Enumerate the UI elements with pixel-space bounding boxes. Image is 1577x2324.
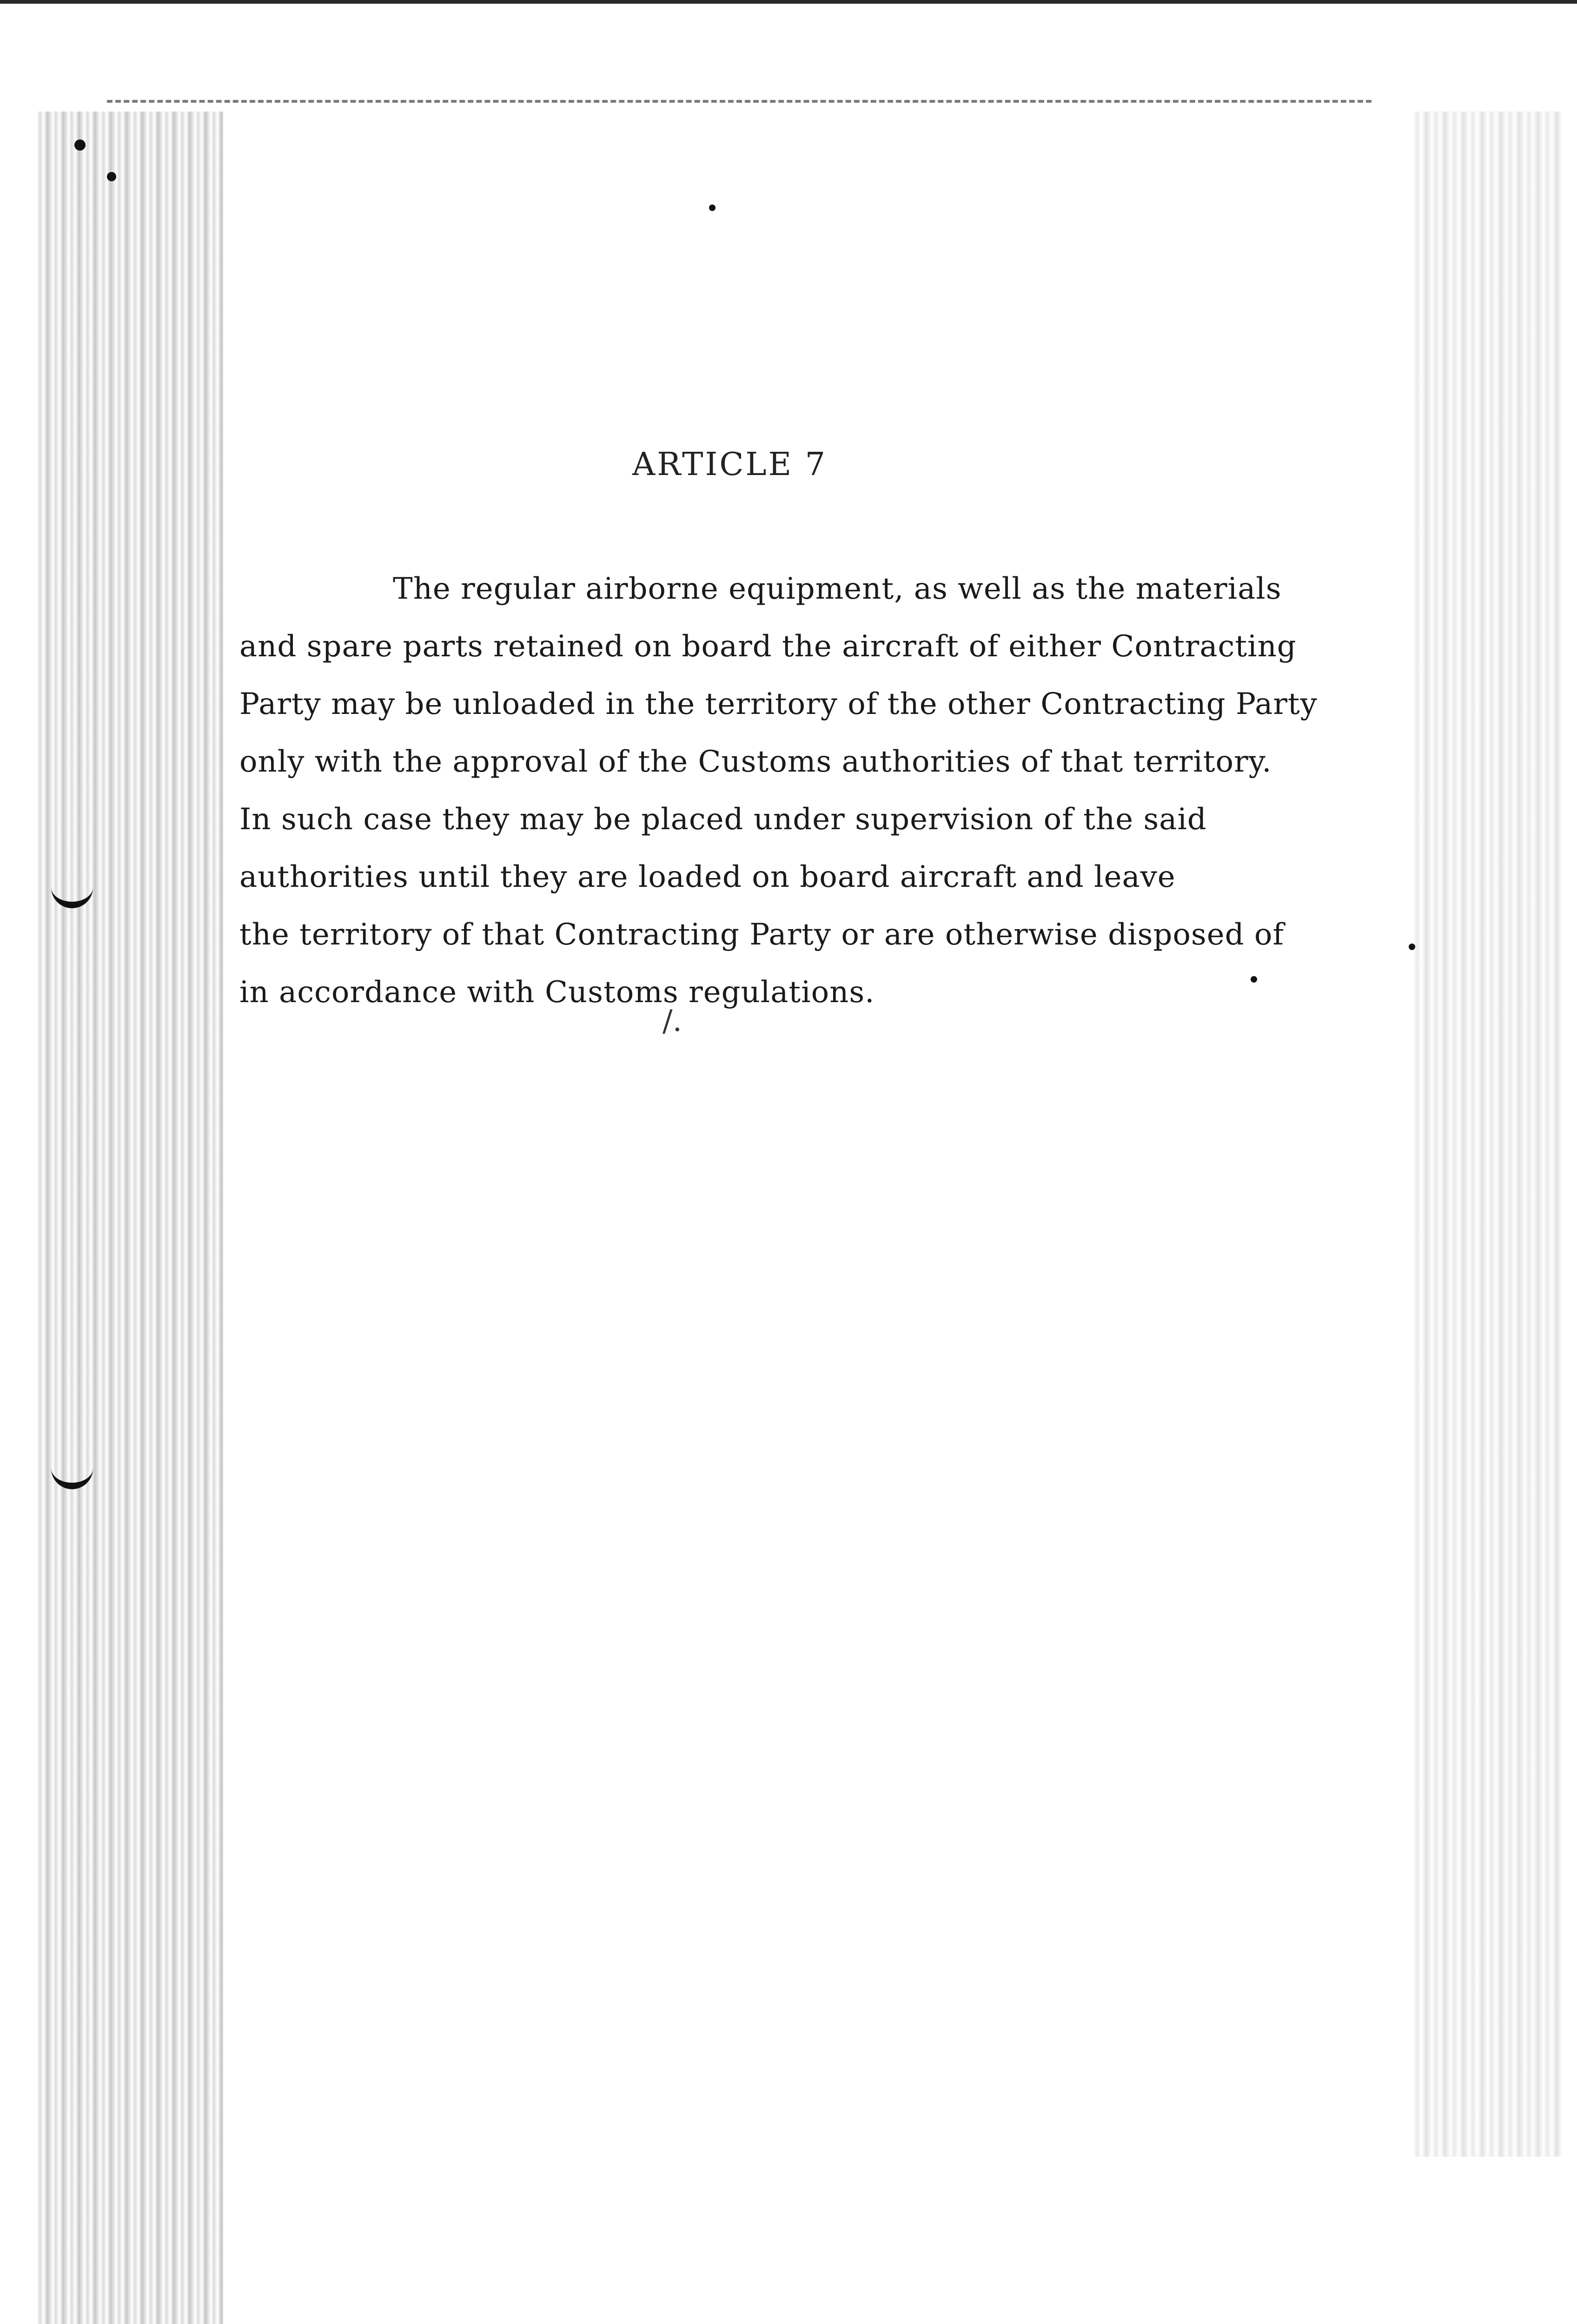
body-line: Party may be unloaded in the territory of the other Contracting Party — [239, 687, 1318, 721]
page-mark: /. — [663, 1004, 682, 1038]
scan-speck — [74, 139, 86, 151]
body-line: The regular airborne equipment, as well as the materials — [393, 572, 1282, 606]
body-line: the territory of that Contracting Party or are otherwise disposed of — [239, 918, 1285, 952]
scan-speck — [1409, 944, 1415, 950]
scan-noise-left-margin — [37, 112, 223, 2324]
scan-noise-right-margin — [1413, 112, 1562, 2157]
body-line: only with the approval of the Customs authorities of that territory. — [239, 745, 1272, 779]
scan-speck — [107, 172, 116, 181]
article-body — [239, 560, 1378, 1021]
scan-speck — [709, 205, 716, 211]
body-line: authorities until they are loaded on board aircraft and leave — [239, 860, 1176, 894]
article-heading: ARTICLE 7 — [632, 446, 828, 483]
top-border-rule — [0, 0, 1577, 4]
body-line: and spare parts retained on board the aircraft of either Contracting — [239, 629, 1297, 664]
body-line: in accordance with Customs regulations. — [239, 975, 875, 1010]
body-line: In such case they may be placed under supervision of the said — [239, 802, 1207, 837]
scan-dashed-rule — [107, 100, 1372, 103]
